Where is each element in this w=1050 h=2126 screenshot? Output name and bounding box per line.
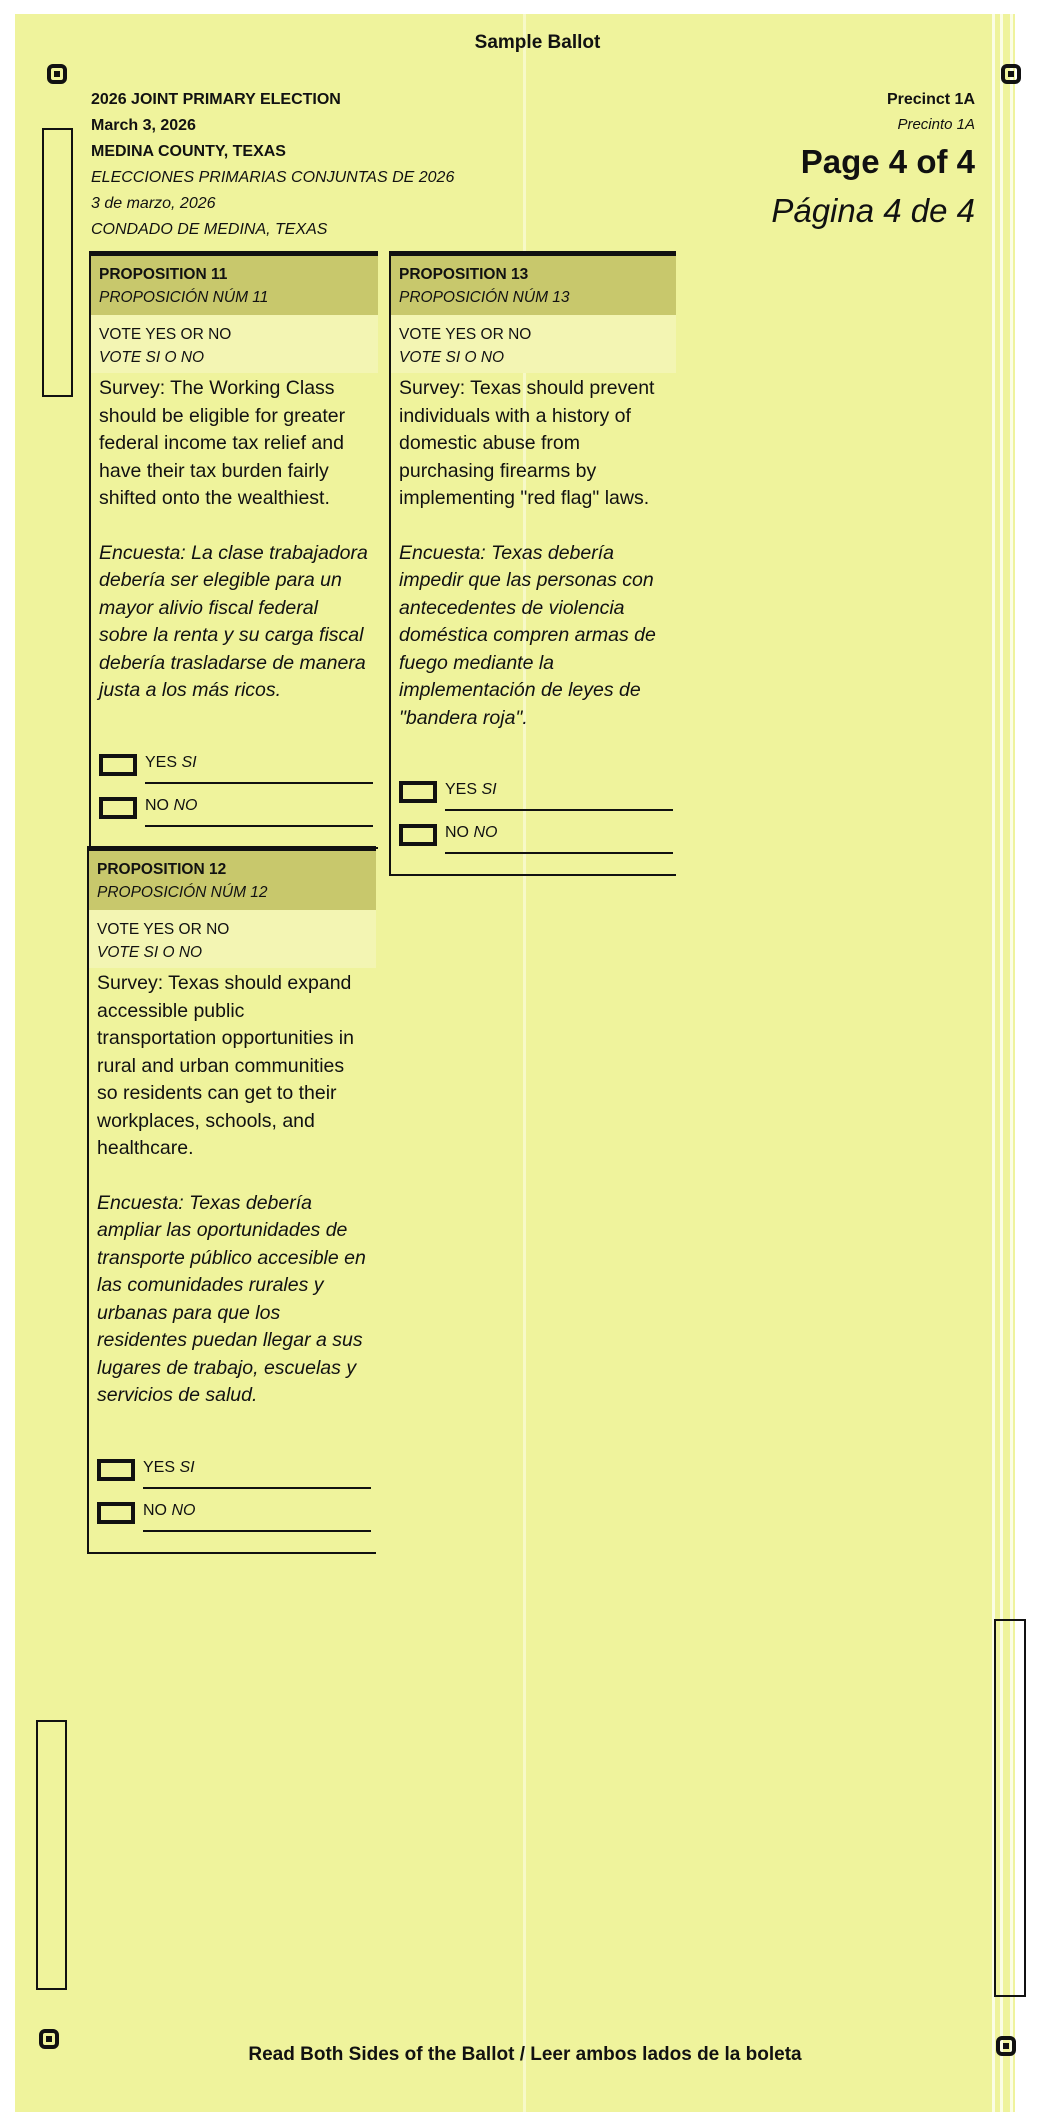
option-rule <box>445 809 673 811</box>
contest-instructions <box>391 315 676 373</box>
election-date-es: 3 de marzo, 2026 <box>91 195 216 212</box>
alignment-mark-icon <box>47 64 67 84</box>
contest-title-es: PROPOSICIÓN NÚM 12 <box>97 884 268 901</box>
option-yes[interactable] <box>399 778 673 821</box>
ballot-title: Sample Ballot <box>474 32 601 53</box>
option-no[interactable] <box>97 1499 371 1542</box>
contest-instructions <box>91 315 378 373</box>
option-rule <box>145 782 373 784</box>
proposition-11-contest <box>89 251 378 849</box>
contest-title: PROPOSITION 11 <box>99 266 228 283</box>
precinct-label: Precinct 1A <box>886 91 975 108</box>
election-name-es: ELECCIONES PRIMARIAS CONJUNTAS DE 2026 <box>91 169 455 186</box>
instruction-text: VOTE YES OR NO <box>97 921 230 938</box>
option-label: NO NO <box>143 1501 196 1519</box>
alignment-mark-icon <box>1001 64 1021 84</box>
instruction-text: VOTE YES OR NO <box>399 326 532 343</box>
contest-title: PROPOSITION 12 <box>97 861 227 878</box>
proposition-text: Survey: The Working Class should be eligible for greater federal income tax relief and have their tax burden fairly shifted onto the wealthiest. <box>99 377 346 509</box>
proposition-text-es: Encuesta: Texas debería impedir que las personas con antecedentes de violencia doméstica compren armas de fuego mediante la implementación de leyes de "bandera roja". <box>399 541 656 729</box>
election-date: March 3, 2026 <box>91 117 196 134</box>
election-name: 2026 JOINT PRIMARY ELECTION <box>91 91 341 108</box>
contest-header <box>89 851 376 910</box>
vote-oval-checkbox[interactable] <box>97 1459 135 1481</box>
vote-oval-checkbox[interactable] <box>97 1502 135 1524</box>
option-rule <box>445 852 673 854</box>
proposition-text-es: Encuesta: La clase trabajadora debería ser elegible para un mayor alivio fiscal federal sobre la renta y su carga fiscal debería trasladarse de manera justa a los más ricos. <box>99 541 368 701</box>
precinct-info <box>771 87 975 235</box>
contest-options <box>391 778 676 864</box>
contest-header <box>91 256 378 315</box>
contest-options <box>91 751 378 837</box>
election-county-es: CONDADO DE MEDINA, TEXAS <box>91 221 328 238</box>
contest-body <box>89 968 376 1410</box>
option-label: NO NO <box>445 824 498 841</box>
proposition-text: Survey: Texas should expand accessible public transportation opportunities in rural and urban communities so residents can get to their workplaces, schools, and healthcare. <box>97 972 354 1159</box>
election-county: MEDINA COUNTY, TEXAS <box>91 143 286 160</box>
contest-title-es: PROPOSICIÓN NÚM 11 <box>99 289 269 306</box>
instruction-text-es: VOTE SI O NO <box>399 349 505 366</box>
option-label: YES SI <box>143 1458 195 1476</box>
vote-oval-checkbox[interactable] <box>99 754 137 776</box>
contest-title: PROPOSITION 13 <box>399 266 529 283</box>
vote-oval-checkbox[interactable] <box>399 824 437 846</box>
contest-header <box>391 256 676 315</box>
contest-body <box>91 373 378 705</box>
timing-bar-mark <box>36 1720 67 1990</box>
instruction-text-es: VOTE SI O NO <box>97 944 203 961</box>
proposition-13-contest <box>389 251 676 876</box>
option-label: NO NO <box>145 796 198 814</box>
option-label: YES SI <box>145 753 197 771</box>
option-no[interactable] <box>99 794 373 837</box>
proposition-text: Survey: Texas should prevent individuals with a history of domestic abuse from purchasing firearms by implementing "red flag" laws. <box>399 377 655 509</box>
contest-title-es: PROPOSICIÓN NÚM 13 <box>399 289 570 306</box>
contest-options <box>89 1456 376 1542</box>
option-yes[interactable] <box>99 751 373 794</box>
option-rule <box>145 825 373 827</box>
page-number: Page 4 of 4 <box>800 143 975 180</box>
option-rule <box>143 1487 371 1489</box>
contest-body <box>391 373 676 732</box>
proposition-text-es: Encuesta: Texas debería ampliar las oportunidades de transporte público accesible en las comunidades rurales y urbanas para que los residentes puedan llegar a sus lugares de trabajo, escuelas y servicios de salud. <box>97 1191 366 1406</box>
vote-oval-checkbox[interactable] <box>99 797 137 819</box>
instruction-text: VOTE YES OR NO <box>99 326 232 343</box>
option-yes[interactable] <box>97 1456 371 1499</box>
vote-oval-checkbox[interactable] <box>399 781 437 803</box>
proposition-12-contest <box>87 846 376 1554</box>
election-header <box>91 87 454 243</box>
option-rule <box>143 1530 371 1532</box>
contest-instructions <box>89 910 376 968</box>
option-label: YES SI <box>445 781 497 798</box>
timing-bar-mark <box>42 128 73 397</box>
precinct-label-es: Precinto 1A <box>897 116 975 133</box>
timing-bar-mark <box>994 1619 1026 1997</box>
option-no[interactable] <box>399 821 673 864</box>
page-number-es: Página 4 de 4 <box>771 192 975 229</box>
instruction-text-es: VOTE SI O NO <box>99 349 205 366</box>
ballot-footer: Read Both Sides of the Ballot / Leer ambos lados de la boleta <box>248 2044 802 2065</box>
